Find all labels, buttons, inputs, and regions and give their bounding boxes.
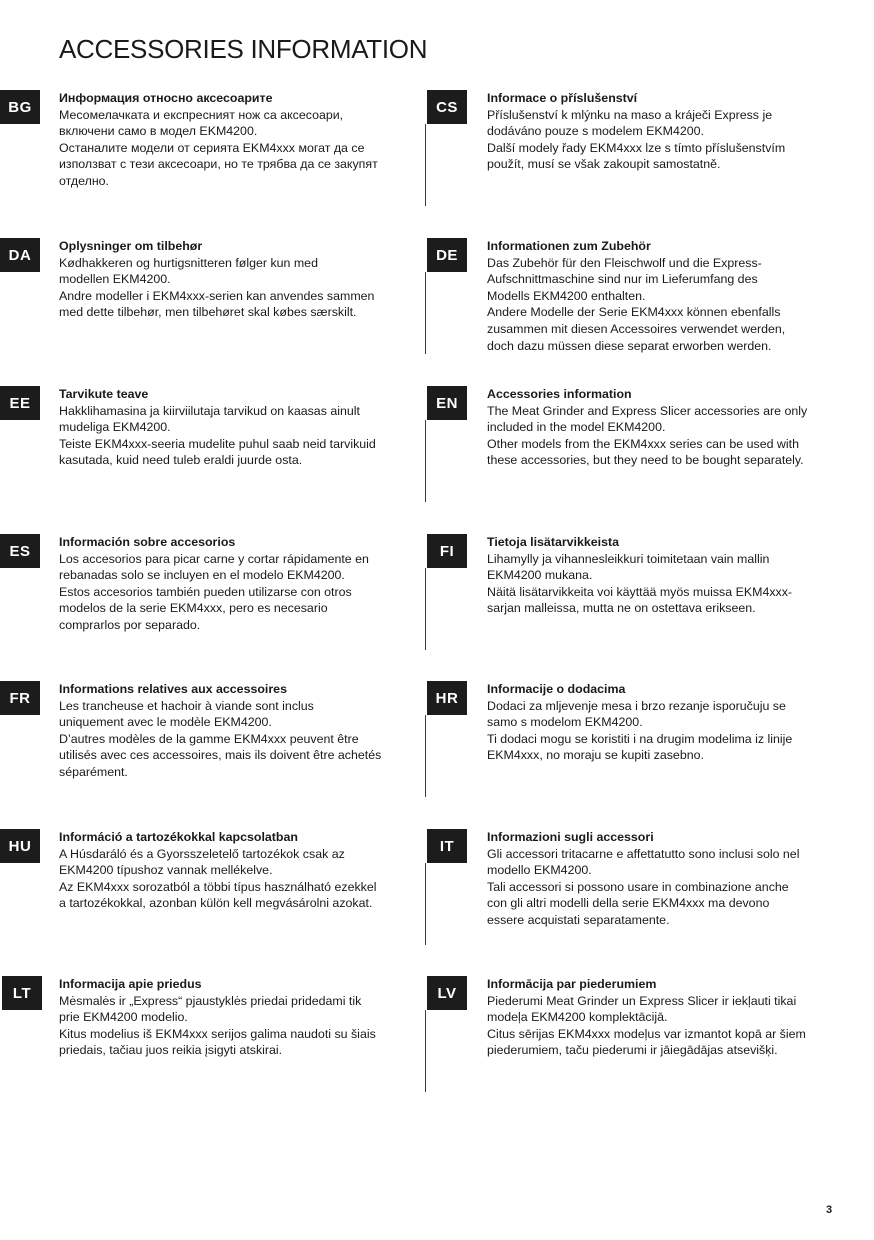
entry-fi	[425, 534, 825, 674]
entry-body: A Húsdaráló és a Gyorsszeletelő tartozékok csak az EKM4200 típushoz vannak mellékelve. Az EKM4xxx sorozatból a többi típus használható ezekkel a tartozékokkal, azonban külön kell megvásárolni azokat.	[59, 846, 377, 911]
entry-cs	[425, 90, 825, 230]
entry-lv	[425, 976, 825, 1116]
vertical-rule	[425, 568, 426, 650]
entry-text	[487, 534, 827, 617]
entry-text	[59, 90, 399, 190]
entry-text	[487, 681, 827, 764]
entry-heading: Accessories information	[487, 387, 632, 401]
language-badge: LT	[2, 976, 42, 1010]
language-badge: LV	[427, 976, 467, 1010]
vertical-rule	[425, 272, 426, 354]
language-badge: FR	[0, 681, 40, 715]
entry-ee	[0, 386, 400, 526]
entry-text	[59, 976, 399, 1059]
entry-heading: Informationen zum Zubehör	[487, 239, 651, 253]
entry-body: Les trancheuse et hachoir à viande sont inclus uniquement avec le modèle EKM4200. D’autres modèles de la gamme EKM4xxx peuvent être utilisés avec ces accessoires, mais ils doivent être achetés séparément.	[59, 698, 382, 779]
entry-heading: Informacije o dodacima	[487, 682, 626, 696]
vertical-rule	[425, 863, 426, 945]
vertical-rule	[425, 124, 426, 206]
entry-heading: Tarvikute teave	[59, 387, 149, 401]
entry-text	[487, 386, 827, 469]
entry-fr	[0, 681, 400, 821]
entry-de	[425, 238, 825, 378]
page-title: ACCESSORIES INFORMATION	[59, 34, 428, 64]
entry-heading: Tietoja lisätarvikkeista	[487, 535, 620, 549]
entry-text	[59, 534, 399, 634]
language-badge: IT	[427, 829, 467, 863]
entry-body: Hakklihamasina ja kiirviilutaja tarvikud on kaasas ainult mudeliga EKM4200. Teiste EKM4xxx-seeria mudelite puhul saab neid tarvikuid kasutada, kuid need tuleb eraldi juurde osta.	[59, 403, 376, 468]
entry-text	[487, 238, 827, 354]
entry-text	[59, 681, 399, 781]
language-badge: BG	[0, 90, 40, 124]
entry-body: Kødhakkeren og hurtigsnitteren følger kun med modellen EKM4200. Andre modeller i EKM4xxx-serien kan anvendes sammen med dette tilbehør, men tilbehøret skal købes særskilt.	[59, 255, 375, 320]
entry-hr	[425, 681, 825, 821]
entry-heading: Informacija apie priedus	[59, 977, 202, 991]
entry-hu	[0, 829, 400, 969]
entry-text	[487, 90, 827, 173]
entry-heading: Információ a tartozékokkal kapcsolatban	[59, 830, 298, 844]
language-badge: HU	[0, 829, 40, 863]
vertical-rule	[425, 420, 426, 502]
entry-heading: Informations relatives aux accessoires	[59, 682, 287, 696]
language-badge: ES	[0, 534, 40, 568]
vertical-rule	[425, 1010, 426, 1092]
entry-it	[425, 829, 825, 969]
entry-body: Lihamylly ja vihannesleikkuri toimitetaan vain mallin EKM4200 mukana. Näitä lisätarvikkeita voi käyttää myös muissa EKM4xxx- sarjan malleissa, mutta ne on ostettava erikseen.	[487, 551, 793, 616]
language-badge: DE	[427, 238, 467, 272]
language-badge: DA	[0, 238, 40, 272]
entry-body: Mėsmalės ir „Express“ pjaustyklės priedai pridedami tik prie EKM4200 modelio. Kitus modelius iš EKM4xxx serijos galima naudoti su šiais priedais, tačiau juos reikia įsigyti atskirai.	[59, 993, 376, 1058]
language-badge: FI	[427, 534, 467, 568]
entry-body: Los accesorios para picar carne y cortar rápidamente en rebanadas solo se incluyen en el modelo EKM4200. Estos accesorios también pueden utilizarse con otros modelos de la serie EKM4xxx, pero es necesario comprarlos por separado.	[59, 551, 369, 632]
entry-da	[0, 238, 400, 378]
page-number: 3	[826, 1204, 833, 1216]
entry-body: Dodaci za mljevenje mesa i brzo rezanje isporučuju se samo s modelom EKM4200. Ti dodaci mogu se koristiti i na drugim modelima iz linije EKM4xxx, no moraju se kupiti zasebno.	[487, 698, 793, 763]
entry-body: Příslušenství k mlýnku na maso a kráječi Express je dodáváno pouze s modelem EKM4200. Další modely řady EKM4xxx lze s tímto příslušenstvím použít, musí se však zakoupit samostatně.	[487, 107, 786, 172]
entry-body: Месомелачката и експресният нож са аксесоари, включени само в модел EKM4200. Останалите модели от серията EKM4xxx могат да се използват с тези аксесоари, но те трябва да се закупят отделно.	[59, 107, 378, 188]
entry-heading: Oplysninger om tilbehør	[59, 239, 203, 253]
entry-lt	[0, 976, 400, 1116]
entry-text	[487, 976, 827, 1059]
language-badge: EE	[0, 386, 40, 420]
entry-heading: Informazioni sugli accessori	[487, 830, 654, 844]
entry-text	[487, 829, 827, 929]
entry-es	[0, 534, 400, 674]
entry-text	[59, 829, 399, 912]
entry-heading: Información sobre accesorios	[59, 535, 236, 549]
language-badge: CS	[427, 90, 467, 124]
entry-body: Das Zubehör für den Fleischwolf und die Express- Aufschnittmaschine sind nur im Lieferumfang des Modells EKM4200 enthalten. Andere Modelle der Serie EKM4xxx können ebenfalls zusammen mit diesen Accessoires verwendet werden, doch dazu müssen diese separat erworben werden.	[487, 255, 786, 353]
language-badge: EN	[427, 386, 467, 420]
entry-bg	[0, 90, 400, 230]
entry-heading: Informācija par piederumiem	[487, 977, 657, 991]
entry-heading: Informace o příslušenství	[487, 91, 638, 105]
entry-body: The Meat Grinder and Express Slicer accessories are only included in the model EKM4200. Other models from the EKM4xxx series can be used with these accessories, but they need to be bought separately.	[487, 403, 808, 468]
entry-en	[425, 386, 825, 526]
entry-text	[59, 386, 399, 469]
language-badge: HR	[427, 681, 467, 715]
entry-text	[59, 238, 399, 321]
entry-body: Piederumi Meat Grinder un Express Slicer ir iekļauti tikai modeļa EKM4200 komplektācijā. Citus sērijas EKM4xxx modeļus var izmantot kopā ar šiem piederumiem, taču piederumi ir jāiegādājas atsevišķi.	[487, 993, 806, 1058]
vertical-rule	[425, 715, 426, 797]
entry-heading: Информация относно аксесоарите	[59, 91, 273, 105]
entry-body: Gli accessori tritacarne e affettatutto sono inclusi solo nel modello EKM4200. Tali accessori si possono usare in combinazione anche con gli altri modelli della serie EKM4xxx ma devono essere acquistati separatamente.	[487, 846, 800, 927]
